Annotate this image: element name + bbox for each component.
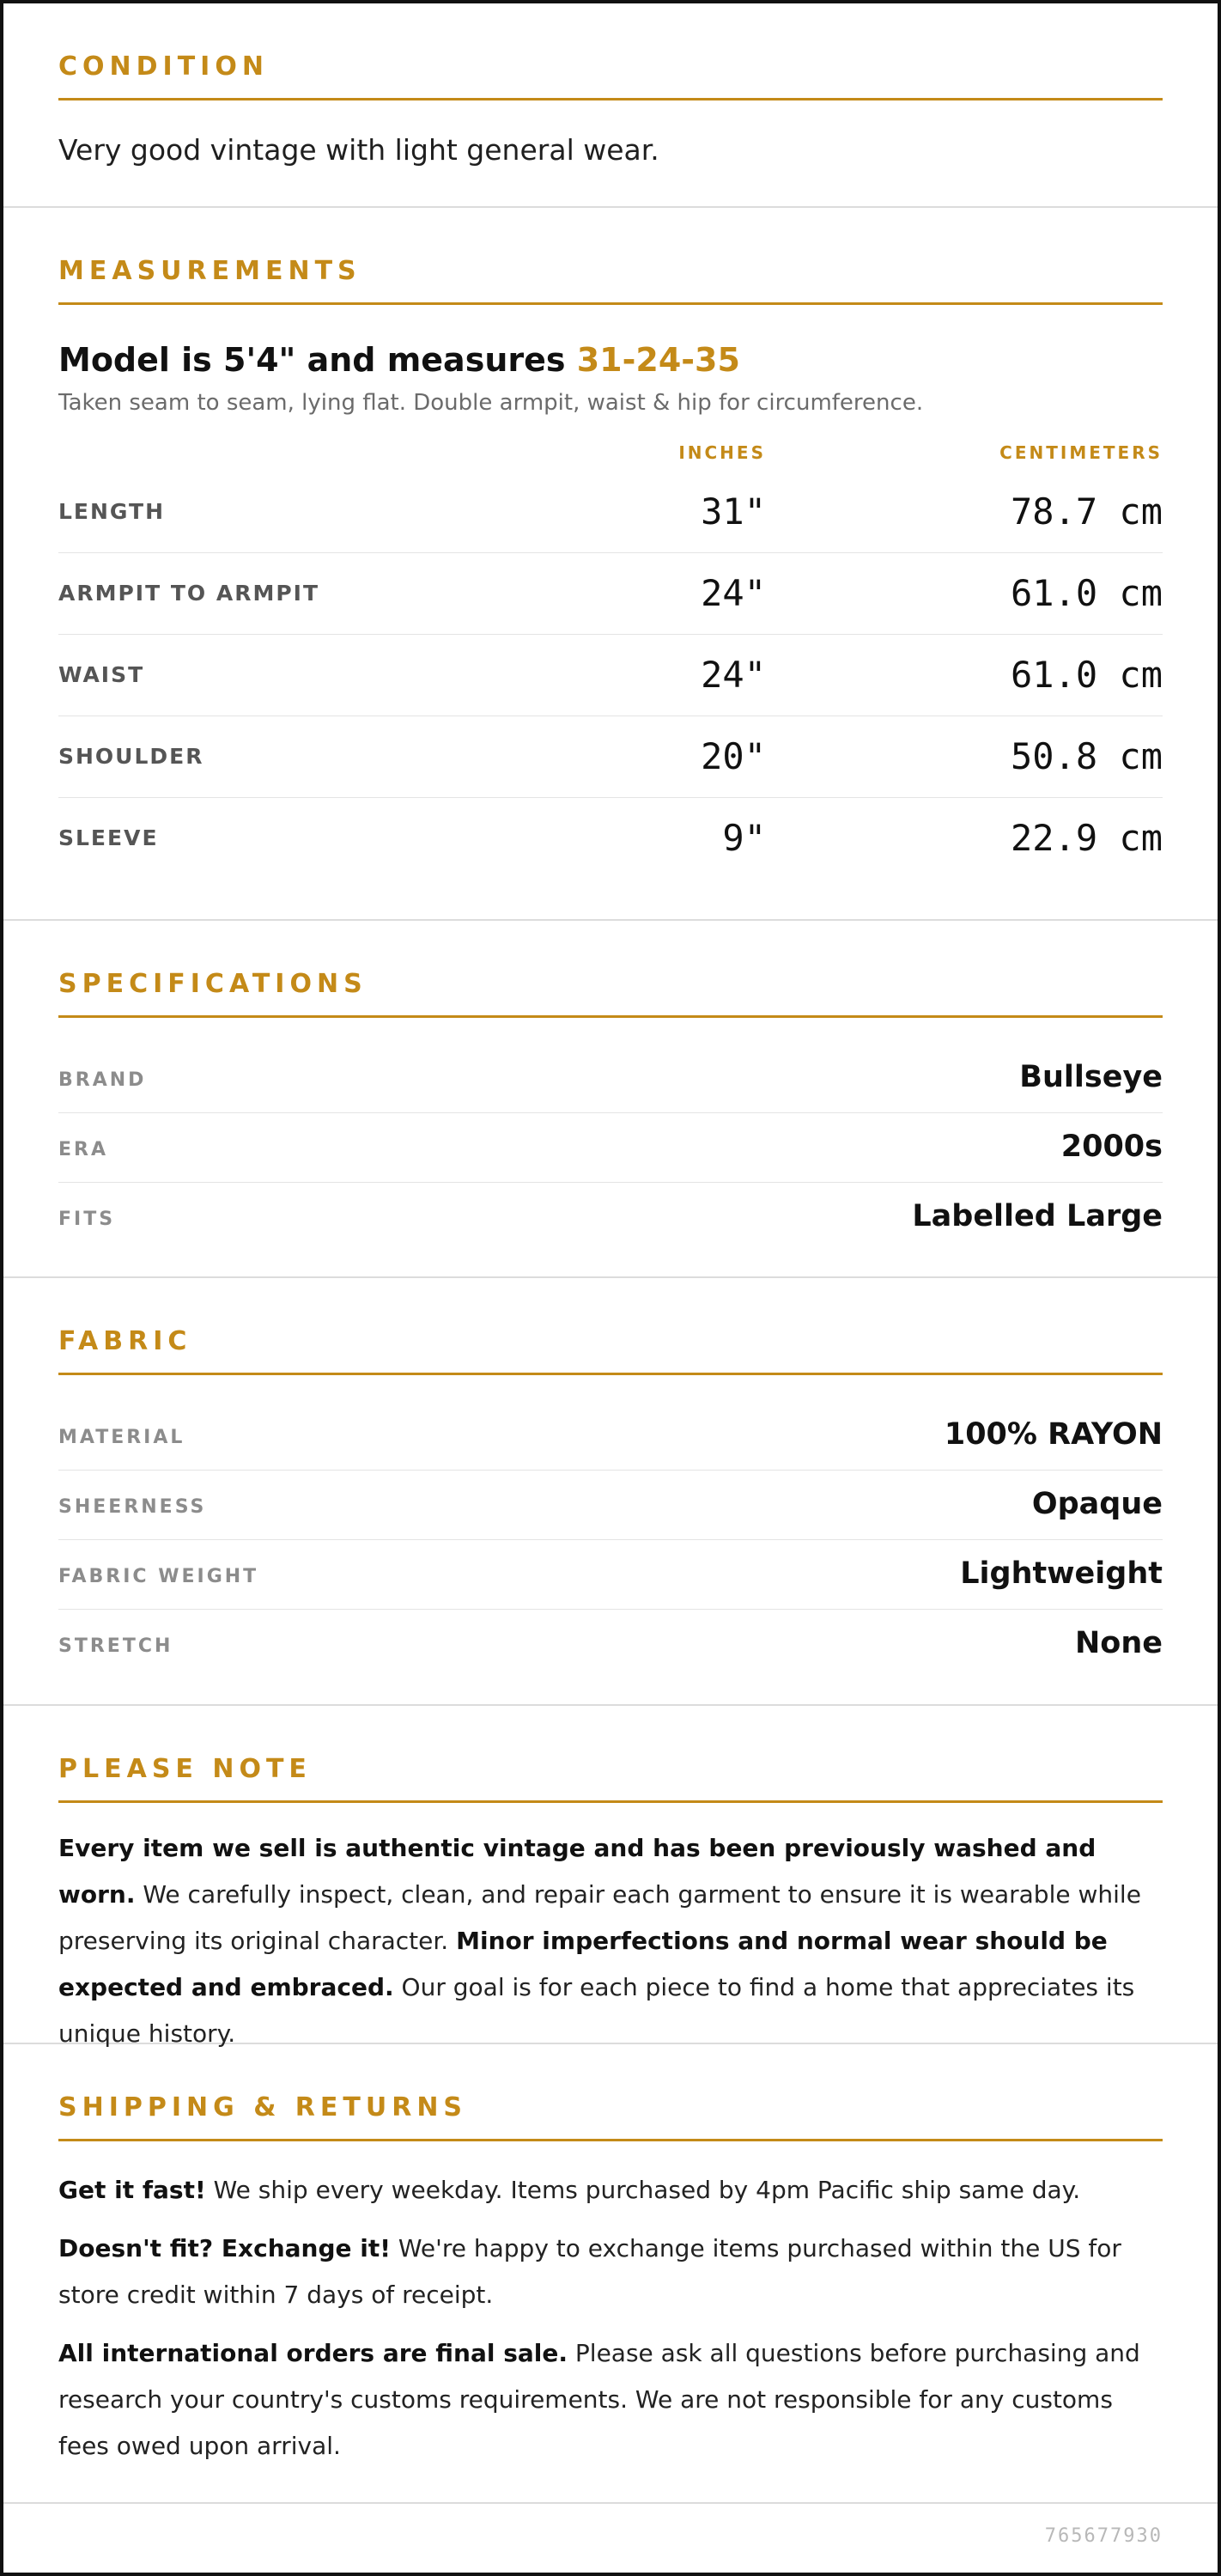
fabric-key: STRETCH [58,1635,173,1657]
please-note-heading: PLEASE NOTE [58,1754,312,1784]
spec-value: 2000s [1060,1130,1163,1164]
inches-column-header: INCHES [678,442,766,463]
measurement-note: Taken seam to seam, lying flat. Double armpit, waist & hip for circumference. [58,390,924,416]
condition-divider [58,98,1163,100]
shipping-bold-1: Get it fast! [58,2176,206,2204]
measurement-label: SHOULDER [58,744,204,769]
spec-value: Labelled Large [912,1199,1163,1233]
fabric-value: Lightweight [960,1556,1163,1591]
measurement-label: ARMPIT TO ARMPIT [58,581,320,606]
measurement-inches: 24" [701,572,766,614]
fabric-key: MATERIAL [58,1427,185,1448]
fabric-divider [58,1373,1163,1375]
measurement-inches: 9" [722,817,766,859]
measurement-cm: 61.0 cm [1010,654,1163,696]
shipping-paragraph-3 [58,2330,1163,2469]
measurement-inches: 24" [701,654,766,696]
measurements-heading: MEASUREMENTS [58,256,361,286]
measurement-row-length [58,472,1163,553]
measurement-column-headers [58,437,1163,472]
measurement-row-shoulder [58,716,1163,798]
measurement-row-waist [58,635,1163,716]
fabric-value: Opaque [1031,1487,1163,1521]
specifications-divider [58,1015,1163,1018]
fabric-heading: FABRIC [58,1326,192,1356]
please-note-divider [58,1800,1163,1803]
shipping-paragraph-2 [58,2226,1163,2318]
note-text-1: We carefully inspect, clean, and repair each garment to ensure it is wearable while preserving its original character. [58,1880,1141,1955]
shipping-text-1: We ship every weekday. Items purchased by 4pm Pacific ship same day. [205,2176,1081,2204]
note-text-2: Our goal is for each piece to find a home that appreciates its unique history. [58,1973,1135,2048]
please-note-section [3,1706,1218,2048]
fabric-key: FABRIC WEIGHT [58,1566,259,1587]
fabric-key: SHEERNESS [58,1496,207,1518]
measurements-section [3,208,1218,921]
spec-row-brand [58,1044,1163,1113]
shipping-heading: SHIPPING & RETURNS [58,2092,468,2122]
item-serial-number: 765677930 [1044,2525,1163,2547]
shipping-divider [58,2139,1163,2141]
shipping-bold-3: All international orders are final sale. [58,2339,568,2367]
measurement-cm: 22.9 cm [1010,817,1163,859]
model-measures-value: 31-24-35 [576,341,740,379]
fabric-section [3,1278,1218,1706]
shipping-bold-2: Doesn't fit? Exchange it! [58,2234,391,2262]
measurement-rows [58,472,1163,879]
condition-text: Very good vintage with light general wear. [58,133,659,167]
note-bold-1: Every item we sell is authentic vintage and has been previously washed and worn. [58,1834,1096,1909]
measurement-cm: 61.0 cm [1010,572,1163,614]
measurement-inches: 31" [701,490,766,533]
specifications-heading: SPECIFICATIONS [58,969,368,999]
spec-value: Bullseye [1019,1060,1163,1094]
shipping-section [3,2044,1218,2504]
condition-section [3,3,1218,208]
fabric-value: None [1075,1626,1163,1660]
spec-rows [58,1044,1163,1251]
specifications-section [3,921,1218,1278]
model-measures [58,341,1163,379]
shipping-text-2: We're happy to exchange items purchased within the US for store credit within 7 days of receipt. [58,2234,1121,2309]
spec-key: ERA [58,1139,108,1160]
measurement-label: SLEEVE [58,825,159,850]
shipping-text-3: Please ask all questions before purchasing and research your country's customs requirements. We are not responsible for any customs fees owed upon arrival. [58,2339,1140,2460]
measurement-inches: 20" [701,735,766,777]
measurement-cm: 78.7 cm [1010,490,1163,533]
fabric-value: 100% RAYON [944,1417,1163,1452]
fabric-row-sheerness [58,1471,1163,1540]
centimeters-column-header: CENTIMETERS [999,442,1163,463]
measurement-row-sleeve [58,798,1163,879]
spec-key: FITS [58,1209,116,1230]
measurements-divider [58,302,1163,305]
model-measures-prefix: Model is 5'4" and measures [58,341,577,379]
measurement-label: LENGTH [58,499,165,524]
spec-row-fits [58,1183,1163,1251]
measurement-label: WAIST [58,662,145,687]
fabric-row-material [58,1401,1163,1471]
shipping-paragraph-1 [58,2167,1163,2214]
note-bold-2: Minor imperfections and normal wear should be expected and embraced. [58,1927,1108,2001]
measurement-row-armpit [58,553,1163,635]
fabric-row-stretch [58,1610,1163,1678]
spec-key: BRAND [58,1069,147,1091]
please-note-text [58,1825,1163,2057]
fabric-row-weight [58,1540,1163,1610]
measurement-cm: 50.8 cm [1010,735,1163,777]
fabric-rows [58,1401,1163,1678]
spec-row-era [58,1113,1163,1183]
condition-heading: CONDITION [58,52,269,82]
